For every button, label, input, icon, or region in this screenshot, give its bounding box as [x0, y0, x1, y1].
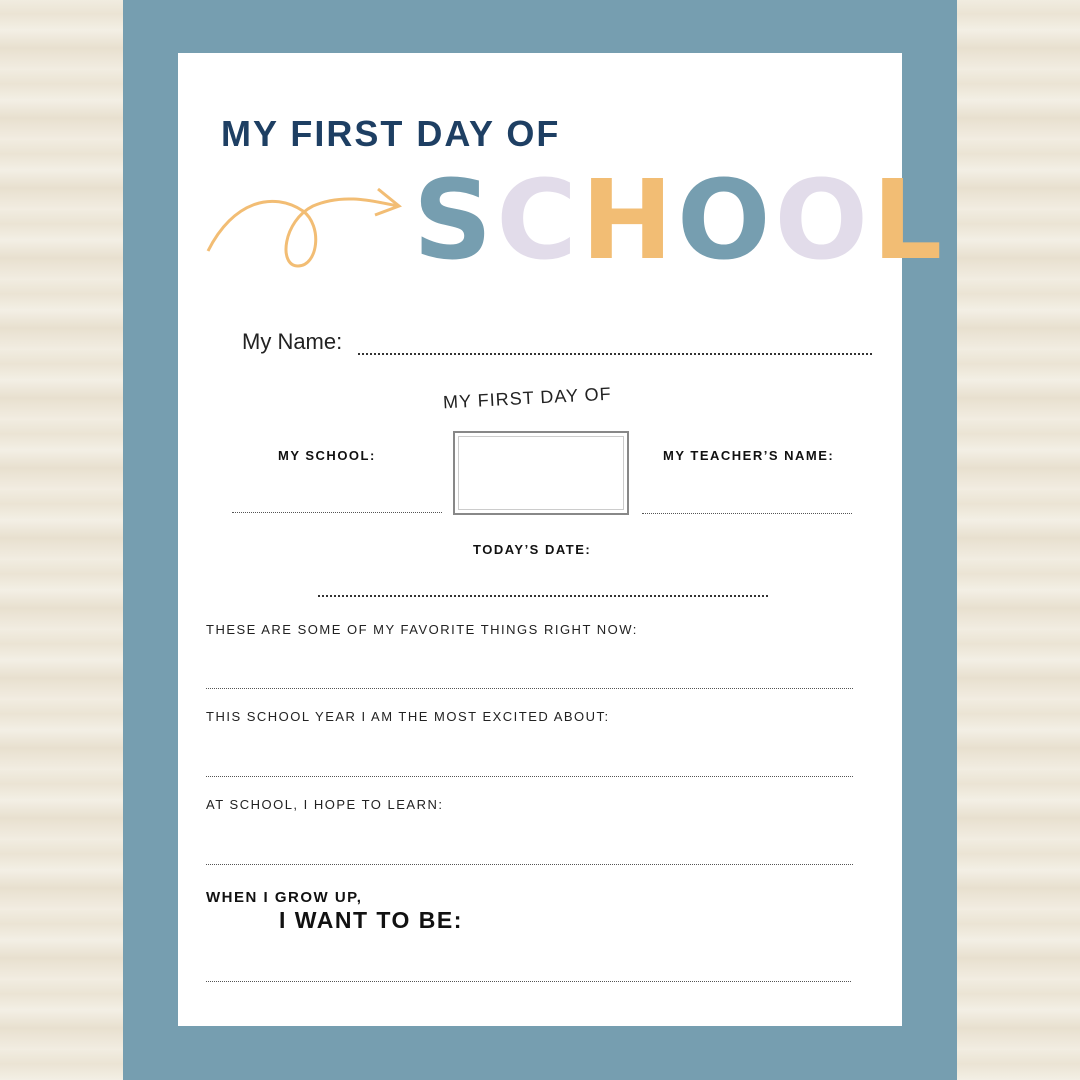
- photo-frame[interactable]: [453, 431, 629, 515]
- prompt-excited: THIS SCHOOL YEAR I AM THE MOST EXCITED ABOUT:: [206, 709, 610, 724]
- school-letter: O: [677, 156, 771, 284]
- page-title: MY FIRST DAY OF: [221, 113, 561, 154]
- name-label: My Name:: [242, 329, 343, 354]
- school-letter: S: [413, 156, 493, 284]
- grow-up-line[interactable]: [206, 981, 851, 982]
- grow-up-label-2: I WANT TO BE:: [279, 907, 463, 933]
- excited-line[interactable]: [206, 776, 853, 777]
- teacher-label: MY TEACHER’S NAME:: [663, 448, 835, 463]
- swirl-arrow-icon: [203, 181, 403, 271]
- school-letter: L: [872, 156, 943, 284]
- prompt-favorites: THESE ARE SOME OF MY FAVORITE THINGS RIGHT NOW:: [206, 622, 638, 637]
- learn-line[interactable]: [206, 864, 853, 865]
- date-line[interactable]: [318, 595, 768, 597]
- prompt-learn: AT SCHOOL, I HOPE TO LEARN:: [206, 797, 444, 812]
- school-label: MY SCHOOL:: [278, 448, 376, 463]
- school-line[interactable]: [232, 512, 442, 513]
- photo-caption: MY FIRST DAY OF: [442, 383, 613, 413]
- school-letter: C: [496, 156, 577, 284]
- school-heading: [413, 156, 943, 284]
- worksheet-page: [178, 53, 943, 1026]
- school-letter: H: [580, 156, 674, 284]
- grow-up-label-1: WHEN I GROW UP,: [206, 889, 363, 906]
- school-letter: O: [774, 156, 869, 284]
- date-label: TODAY’S DATE:: [473, 542, 592, 557]
- favorites-line[interactable]: [206, 688, 853, 689]
- name-line[interactable]: [358, 353, 872, 355]
- teacher-line[interactable]: [642, 513, 852, 514]
